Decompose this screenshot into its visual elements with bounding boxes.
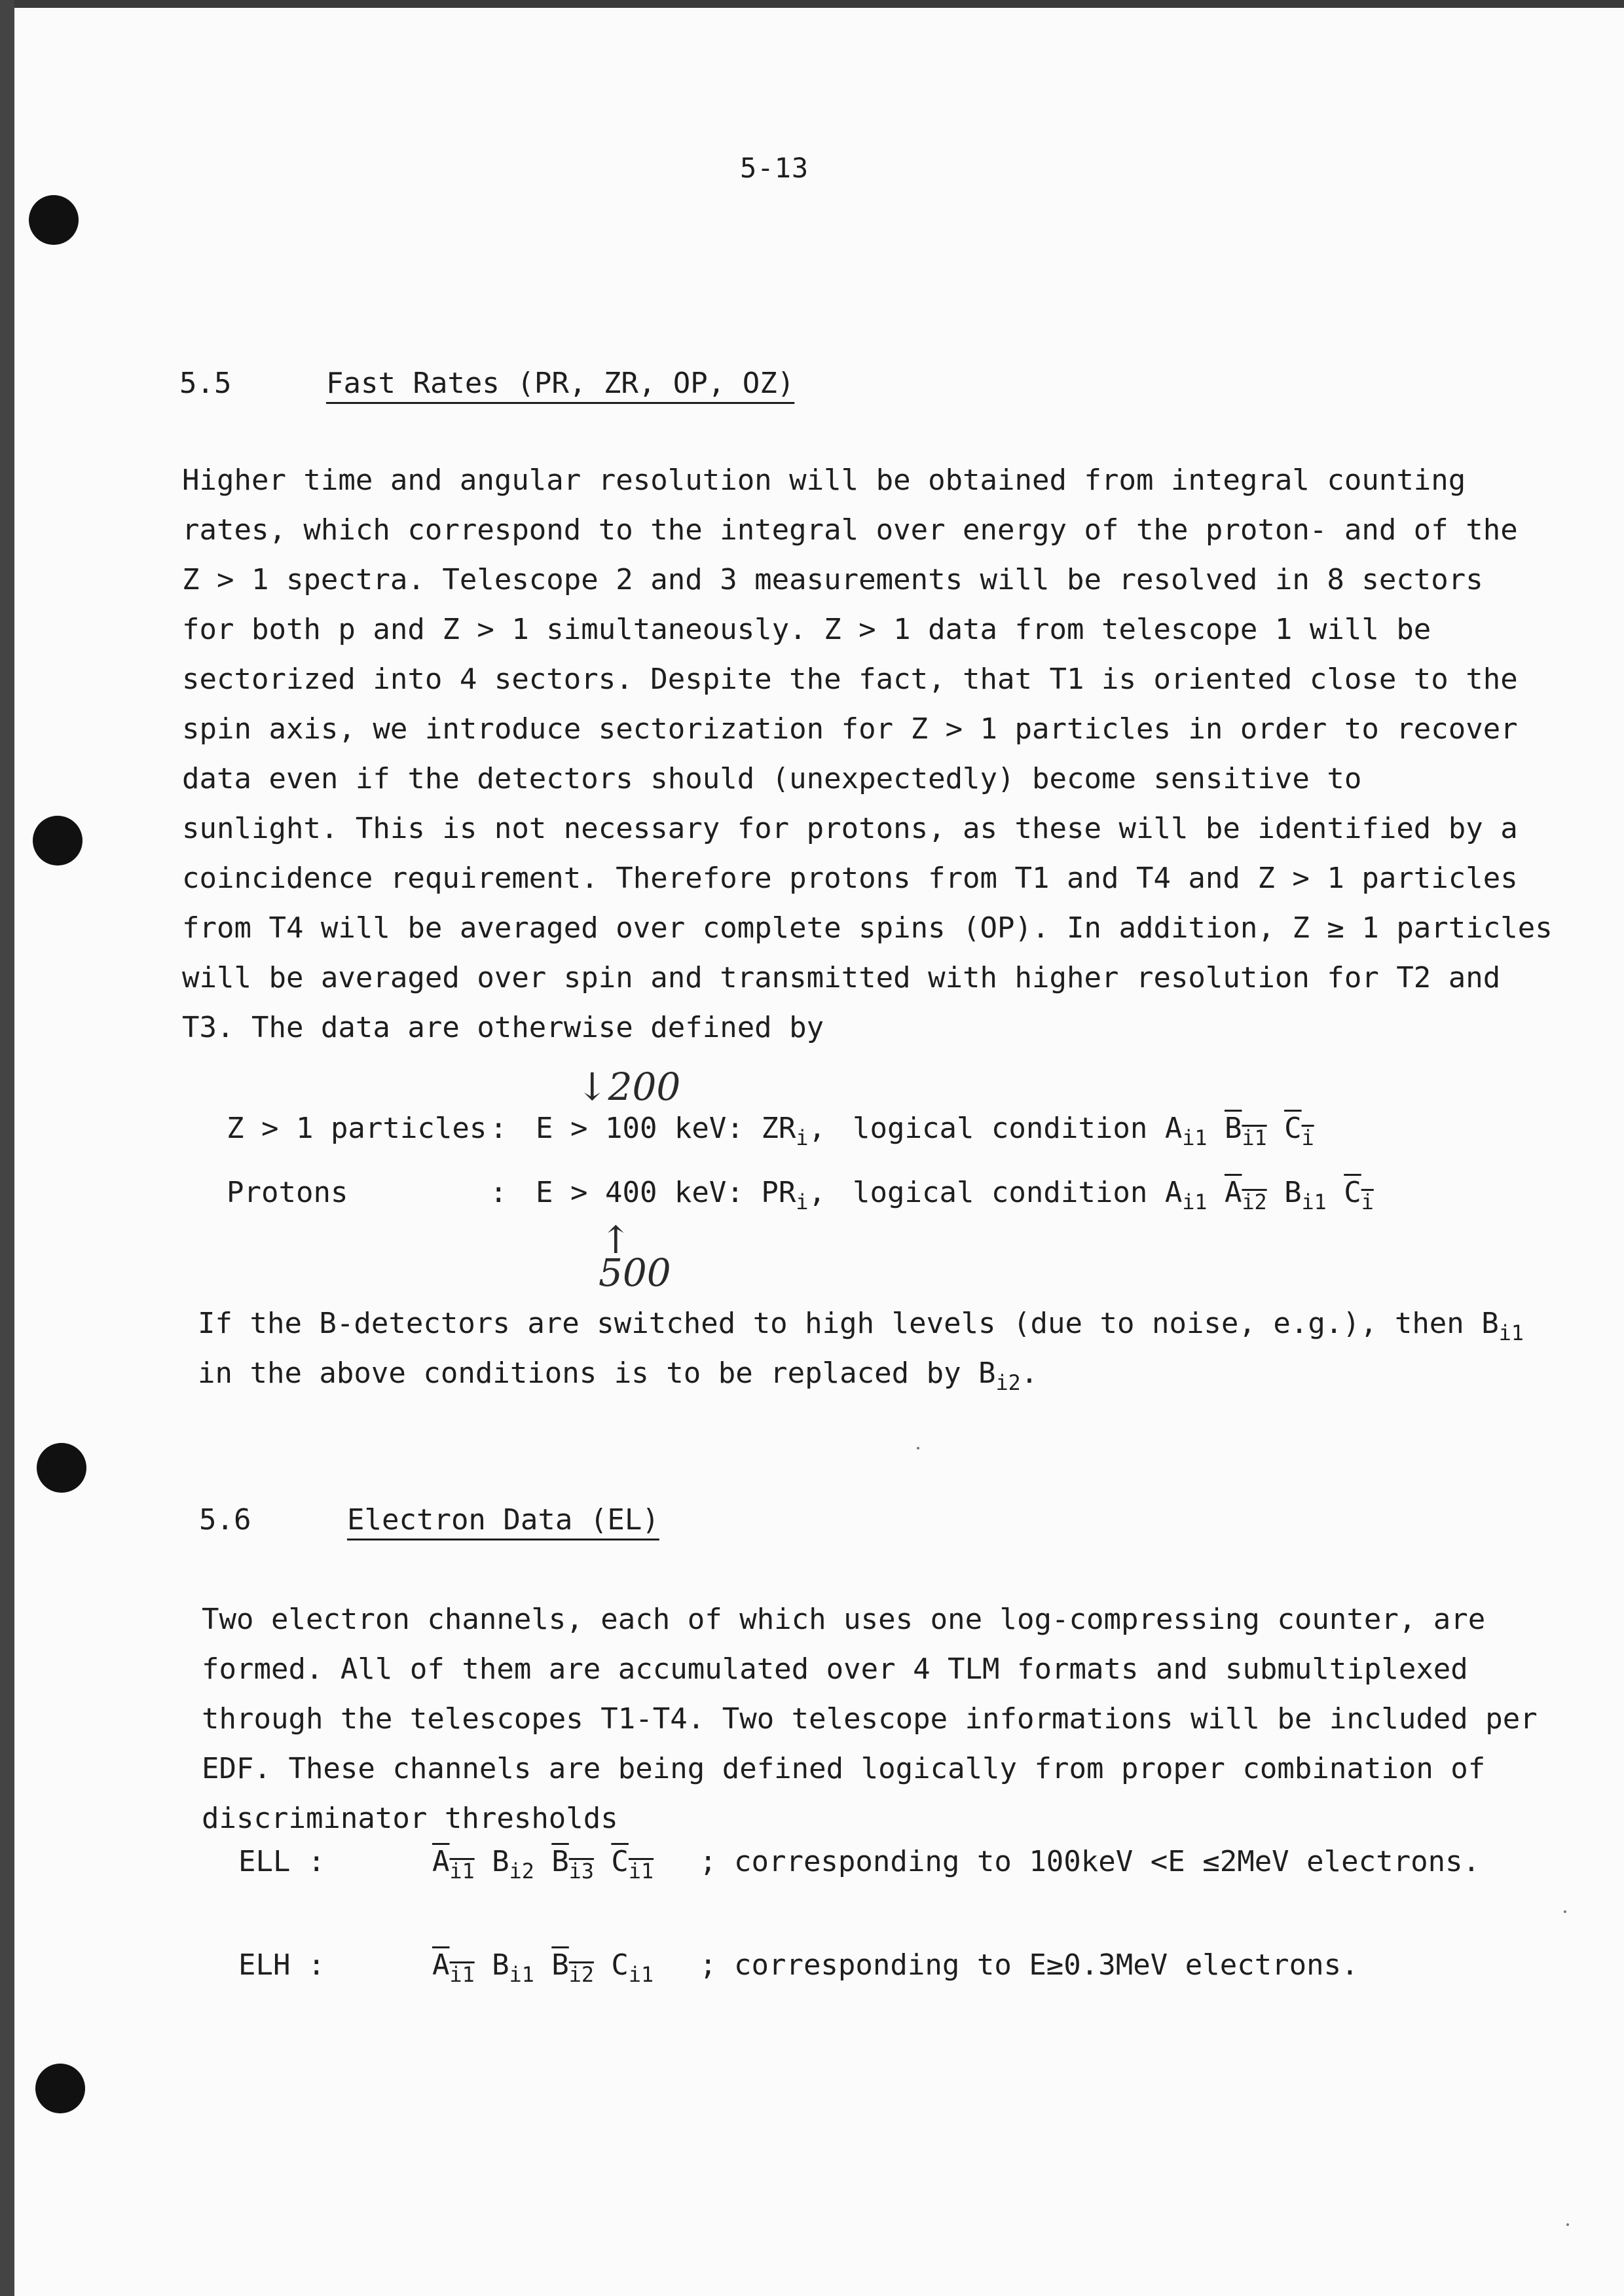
paragraph-line: sectorized into 4 sectors. Despite the fact, that T1 is oriented close to the	[182, 663, 1518, 696]
condition-logic: logical condition $A_{i1}$ $B_{i1}$ $C_i$	[853, 1112, 1314, 1151]
channel-description: ; corresponding to 100keV <E ≤2MeV electrons.	[699, 1845, 1481, 1878]
channel-logic: $A_{i1}$ $B_{i2}$ $B_{i3}$ $C_{i1}$	[432, 1845, 654, 1884]
fast-rates-paragraph	[182, 456, 1553, 1053]
punch-hole	[37, 1443, 86, 1493]
electron-data-paragraph	[202, 1595, 1538, 1844]
scan-speck	[1566, 2223, 1569, 2226]
section-number: 5.6	[199, 1503, 251, 1537]
scan-speck	[917, 1447, 919, 1449]
paragraph-line: EDF. These channels are being defined logically from proper combination of	[202, 1752, 1486, 1785]
paragraph-line: spin axis, we introduce sectorization for Z > 1 particles in order to recover	[182, 712, 1518, 746]
condition-colon: :	[490, 1112, 507, 1145]
paragraph-line: will be averaged over spin and transmitted with higher resolution for T2 and	[182, 961, 1501, 994]
condition-logic: logical condition $A_{i1}$ $A_{i2}$ $B_{i1}$ $C_i$	[853, 1176, 1374, 1215]
paragraph-line: data even if the detectors should (unexpectedly) become sensitive to	[182, 762, 1362, 795]
paragraph-line: sunlight. This is not necessary for protons, as these will be identified by a	[182, 812, 1518, 845]
paragraph-line: from T4 will be averaged over complete spins (OP). In addition, Z ≥ 1 particles	[182, 911, 1553, 945]
paragraph-line: T3. The data are otherwise defined by	[182, 1011, 824, 1044]
condition-energy: E > 100 keV: $ZR_i$,	[536, 1112, 826, 1151]
paragraph-line: rates, which correspond to the integral over energy of the proton- and of the	[182, 513, 1518, 547]
paragraph-line: through the telescopes T1-T4. Two telescope informations will be included per	[202, 1702, 1538, 1736]
punch-hole	[33, 816, 83, 866]
paragraph-line: Z > 1 spectra. Telescope 2 and 3 measurements will be resolved in 8 sectors	[182, 563, 1483, 596]
section-title: Fast Rates (PR, ZR, OP, OZ)	[326, 367, 795, 400]
channel-description: ; corresponding to E≥0.3MeV electrons.	[699, 1948, 1359, 1982]
paragraph-line: for both p and Z > 1 simultaneously. Z > 1 data from telescope 1 will be	[182, 613, 1431, 646]
channel-logic: $A_{i1}$ $B_{i1}$ $B_{i2}$ $C_{i1}$	[432, 1948, 654, 1988]
channel-name: ELH :	[238, 1948, 325, 1982]
condition-colon: :	[490, 1176, 507, 1209]
paragraph-line: coincidence requirement. Therefore protons from T1 and T4 and Z > 1 particles	[182, 862, 1518, 895]
section-number: 5.5	[179, 367, 232, 400]
paragraph-line: discriminator thresholds	[202, 1802, 618, 1835]
b-detector-note: If the B-detectors are switched to high levels (due to noise, e.g.), then $B_{i1}$ in the above conditions is to be replaced by $B_{i2}$.	[198, 1307, 1524, 1396]
handwritten-correction-200: ↓200	[576, 1065, 681, 1109]
condition-label: Protons	[227, 1176, 348, 1209]
section-title: Electron Data (EL)	[347, 1503, 659, 1537]
scan-left-edge	[0, 0, 14, 2296]
handwritten-correction-500: ↑ 500	[599, 1218, 671, 1295]
scan-top-edge	[0, 0, 1624, 8]
paragraph-line: Higher time and angular resolution will be obtained from integral counting	[182, 464, 1466, 497]
paragraph-line: Two electron channels, each of which uses one log-compressing counter, are	[202, 1603, 1486, 1636]
condition-energy: E > 400 keV: $PR_i$,	[536, 1176, 826, 1215]
condition-label: Z > 1 particles	[227, 1112, 487, 1145]
punch-hole	[29, 195, 79, 245]
punch-hole	[35, 2064, 85, 2113]
scan-speck	[1564, 1910, 1566, 1913]
channel-name: ELL :	[238, 1845, 325, 1878]
paragraph-line: formed. All of them are accumulated over 4 TLM formats and submultiplexed	[202, 1652, 1468, 1686]
page-number: 5-13	[740, 152, 809, 184]
